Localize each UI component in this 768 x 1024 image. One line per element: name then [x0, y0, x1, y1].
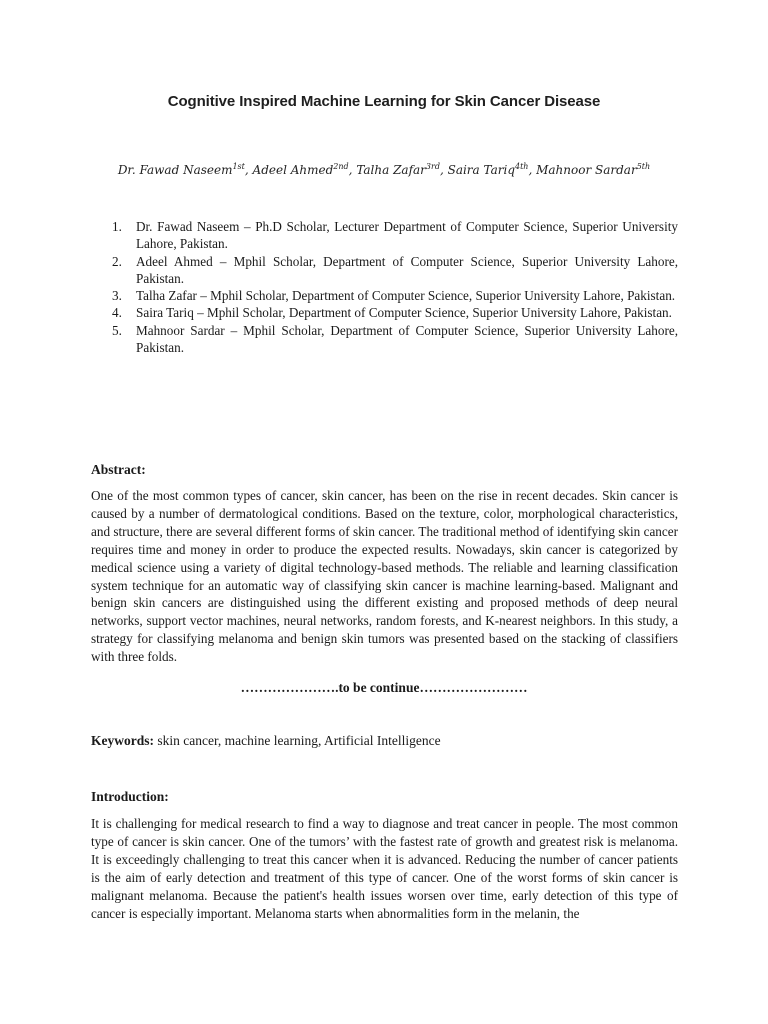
affiliation-item	[110, 304, 678, 321]
affiliation-list	[110, 218, 678, 356]
author-5	[536, 163, 650, 177]
author-name: Adeel Ahmed	[252, 163, 334, 177]
abstract-text: One of the most common types of cancer, skin cancer, has been on the rise in recent decades. Skin cancer is caused by a number of dermatological conditions. Based on the texture, color, morphological characteristics, and structure, there are several different forms of skin cancer. The traditional method of identifying skin cancer requires time and money in order to produce the expected results. Nowadays, skin cancer is categorized by medical science using a variety of digital technology-based methods. The reliable and learning classification system technique for an automatic way of classifying skin cancer is machine learning-based. Malignant and benign skin cancers are distinguished using the different existing and proposed methods of deep neural networks, support vector machines, neural networks, random forests, and K-nearest neighbors. In this study, a strategy for classifying melanoma and benign skin tumors was presented based on the stacking of classifiers with three folds.	[91, 488, 678, 665]
author-order: 3rd	[425, 162, 440, 171]
author-4	[448, 163, 529, 177]
keywords-line	[91, 733, 441, 749]
affiliation-number: 5.	[112, 322, 122, 338]
affiliation-text: Talha Zafar – Mphil Scholar, Department of Computer Science, Superior University Lahore, Pakistan.	[136, 288, 676, 304]
author-order: 4th	[515, 162, 529, 171]
affiliation-number: 2.	[112, 253, 122, 269]
affiliation-number: 3.	[112, 288, 122, 304]
author-line: Dr. Fawad Naseem$^{1st}$, Adeel Ahmed$^{2nd}$, Talha Zafar$^{3rd}$, Saira Tariq$^{4th}$, Mahnoor Sardar$^{5th}$	[117, 162, 651, 177]
affiliation-text: Dr. Fawad Naseem – Ph.D Scholar, Lecturer Department of Computer Science, Superior University Lahore, Pakistan.	[136, 219, 678, 252]
affiliation-item	[110, 253, 678, 288]
affiliation-item	[110, 322, 678, 357]
paper-title: Cognitive Inspired Machine Learning for Skin Cancer Disease	[167, 93, 601, 110]
author-2	[253, 163, 349, 177]
affiliation-text: Saira Tariq – Mphil Scholar, Department of Computer Science, Superior University Lahore, Pakistan.	[136, 305, 672, 321]
affiliation-text: Mahnoor Sardar – Mphil Scholar, Department of Computer Science, Superior University Lahore, Pakistan.	[136, 322, 678, 356]
affiliation-item	[110, 218, 678, 253]
author-name: Dr. Fawad Naseem	[117, 163, 233, 177]
author-order: 1st	[232, 162, 245, 171]
introduction-heading: Introduction:	[91, 789, 169, 804]
author-order: 2nd	[333, 162, 349, 171]
author-name: Talha Zafar	[356, 163, 426, 177]
keywords-text: skin cancer, machine learning, Artificial Intelligence	[157, 733, 441, 748]
affiliation-item	[110, 287, 678, 304]
author-name: Saira Tariq	[447, 163, 515, 177]
author-3	[356, 163, 440, 177]
introduction-text: It is challenging for medical research to find a way to diagnose and treat cancer in people. The most common type of cancer is skin cancer. One of the tumors’ with the fastest rate of growth and greatest risk is melanoma. It is exceedingly challenging to treat this cancer when it is advanced. Reducing the number of cancer patients is the aim of early detection and treatment of this type of cancer. One of the worst forms of skin cancer is malignant melanoma. Because the patient's health issues worsen over time, early detection of this type of cancer is especially important. Melanoma starts when abnormalities form in the melanin, the	[91, 816, 678, 921]
abstract-heading: Abstract:	[91, 462, 146, 477]
affiliation-text: Adeel Ahmed – Mphil Scholar, Department of Computer Science, Superior University Lahore, Pakistan.	[136, 253, 678, 286]
affiliation-number: 1.	[112, 219, 122, 234]
keywords-label: Keywords:	[91, 733, 154, 748]
author-name: Mahnoor Sardar	[536, 163, 637, 177]
to-be-continued-note: ………………….to be continue……………………	[240, 680, 528, 695]
author-1	[118, 163, 245, 177]
author-order: 5th	[636, 162, 651, 171]
affiliation-number: 4.	[112, 305, 122, 321]
